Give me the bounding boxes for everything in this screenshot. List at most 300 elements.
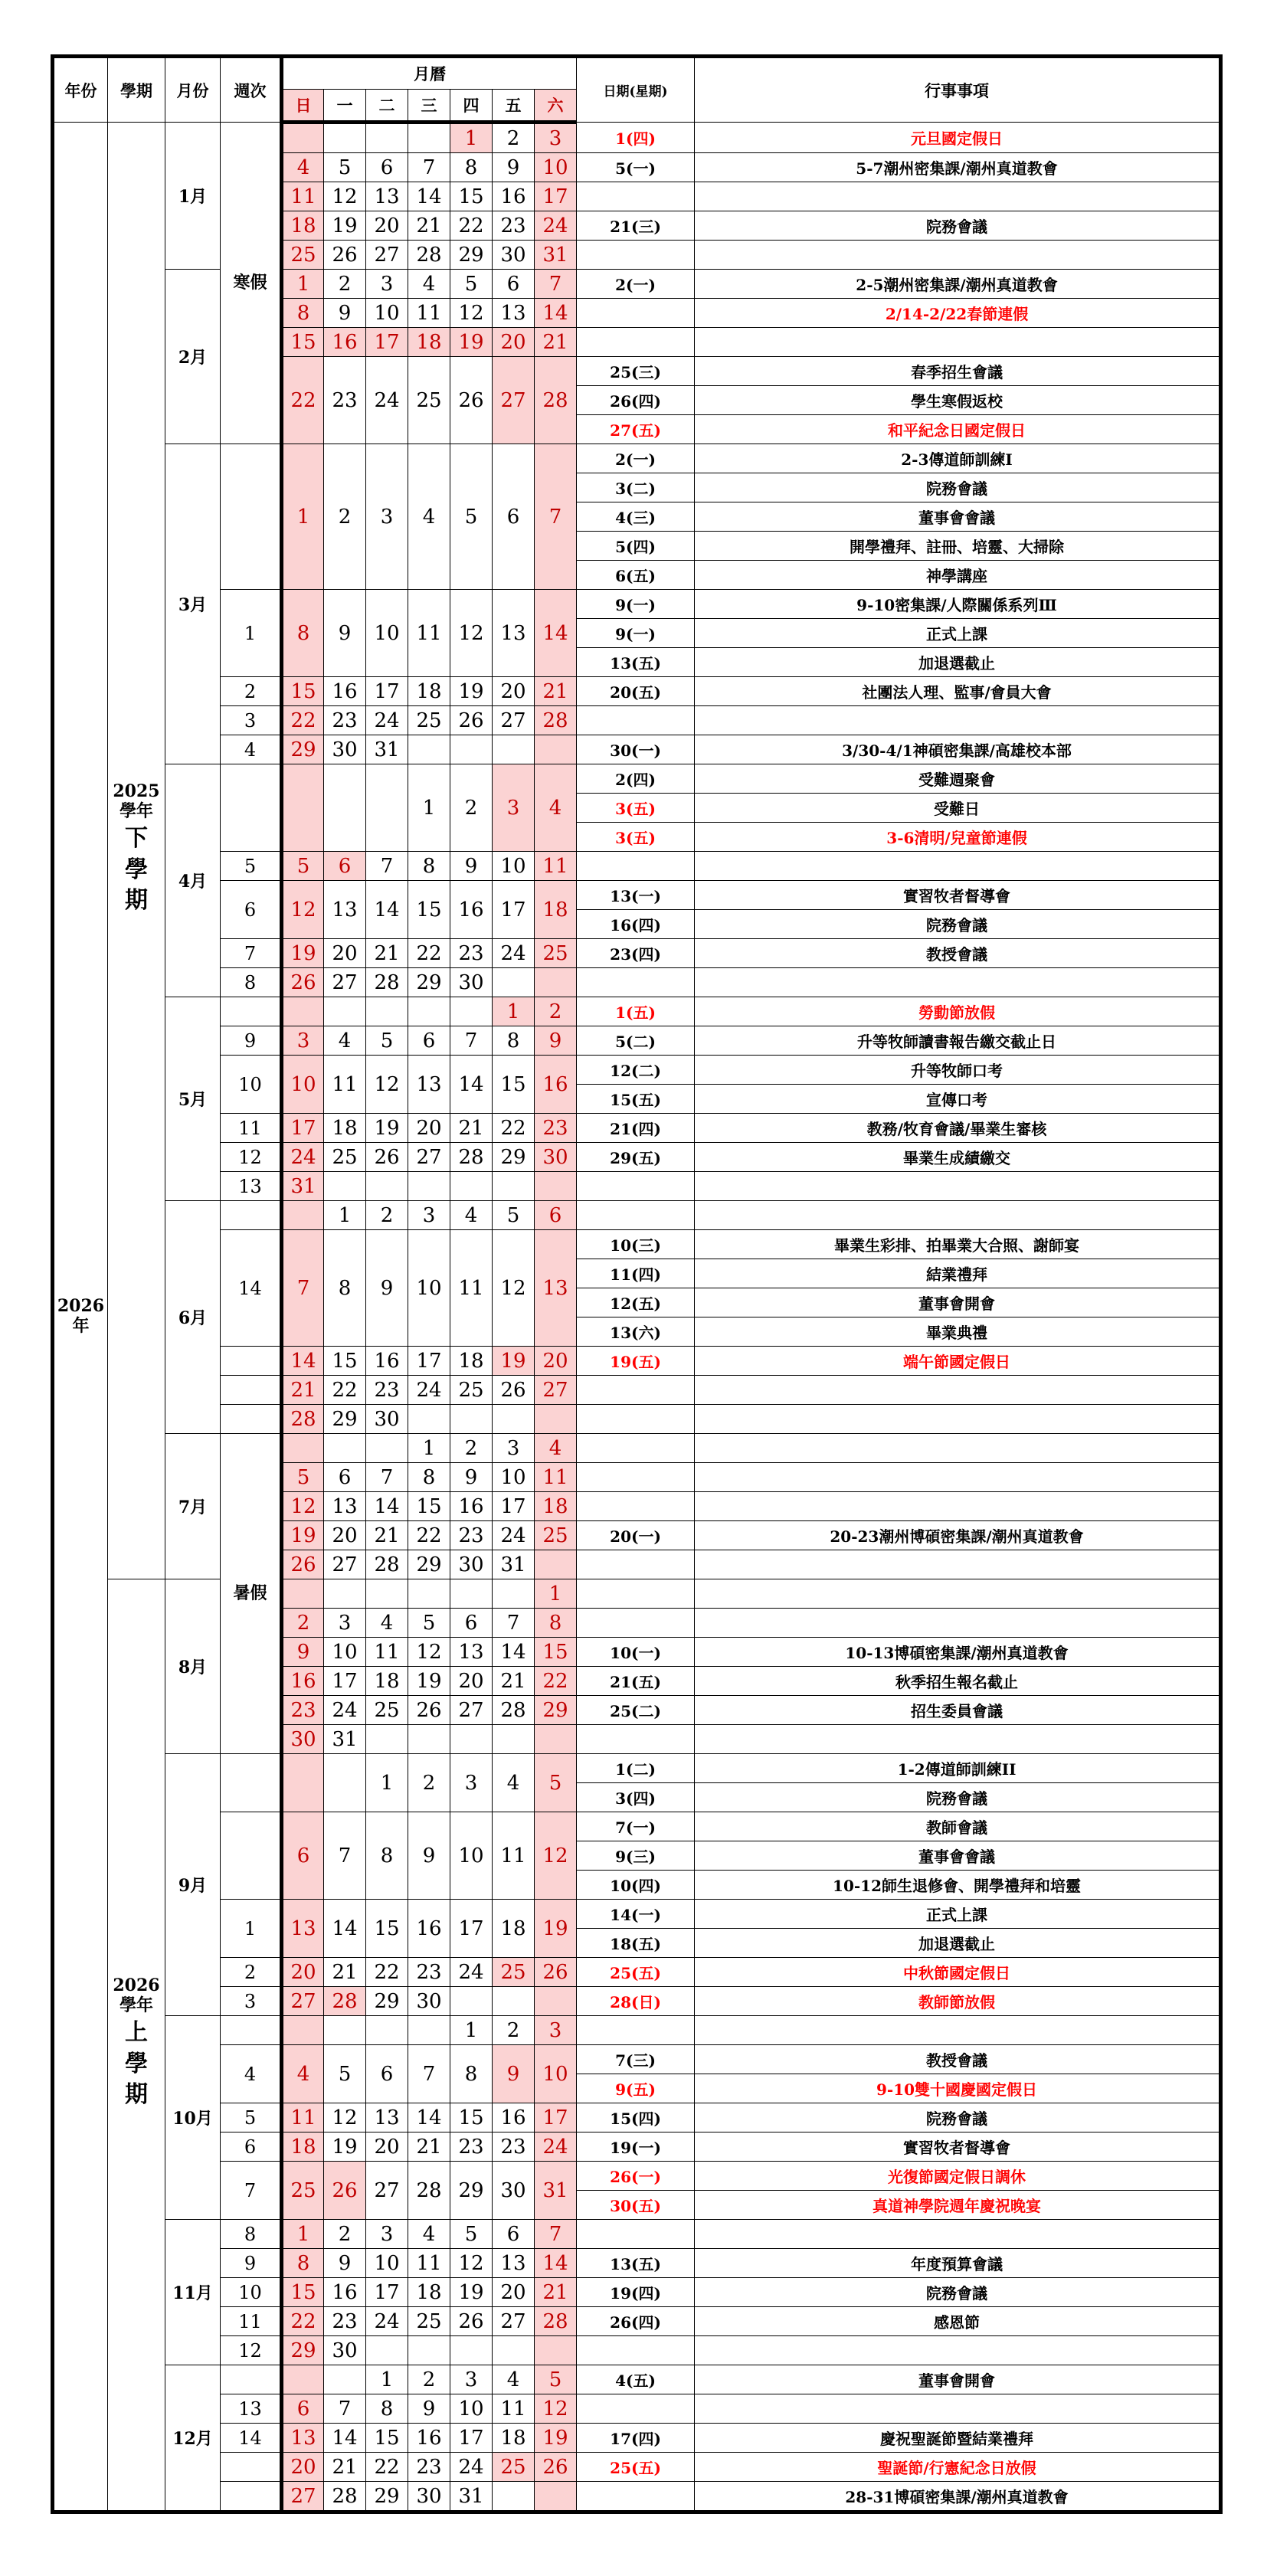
calendar-day: 1 — [282, 270, 324, 299]
calendar-day: 30 — [493, 241, 535, 270]
event-text: 10-12師生退修會、開學禮拜和培靈 — [695, 1871, 1221, 1900]
calendar-day: 3 — [324, 1609, 366, 1638]
calendar-day: 6 — [493, 270, 535, 299]
event-text: 正式上課 — [695, 619, 1221, 648]
event-text: 升等牧師口考 — [695, 1056, 1221, 1085]
calendar-day: 23 — [493, 211, 535, 241]
event-date: 9(三) — [577, 1841, 695, 1871]
table-row — [53, 2249, 1221, 2278]
event-date: 19(五) — [577, 1347, 695, 1376]
calendar-day: 11 — [366, 1638, 408, 1667]
calendar-day: 5 — [450, 2220, 493, 2249]
calendar-day: 17 — [324, 1667, 366, 1696]
calendar-day: 21 — [493, 1667, 535, 1696]
event-date: 26(四) — [577, 2307, 695, 2336]
calendar-day: 22 — [324, 1376, 366, 1405]
event-text: 正式上課 — [695, 1900, 1221, 1929]
calendar-day: 5 — [450, 444, 493, 590]
table-row — [53, 852, 1221, 881]
calendar-day — [493, 1172, 535, 1201]
calendar-day: 20 — [535, 1347, 577, 1376]
event-text: 春季招生會議 — [695, 357, 1221, 386]
calendar-day — [535, 1725, 577, 1754]
calendar-day: 26 — [282, 1550, 324, 1579]
calendar-day: 20 — [493, 328, 535, 357]
calendar-day: 3 — [366, 270, 408, 299]
month-label: 1月 — [165, 123, 221, 270]
event-text: 慶祝聖誕節暨結業禮拜 — [695, 2424, 1221, 2453]
calendar-day: 19 — [282, 939, 324, 968]
calendar-day: 18 — [282, 211, 324, 241]
calendar-day: 28 — [366, 968, 408, 997]
calendar-day: 2 — [450, 1434, 493, 1463]
calendar-day: 27 — [324, 1550, 366, 1579]
calendar-day: 1 — [493, 997, 535, 1026]
calendar-day: 24 — [493, 939, 535, 968]
event-text: 實習牧者督導會 — [695, 881, 1221, 910]
calendar-day: 19 — [450, 2278, 493, 2307]
calendar-day: 28 — [535, 357, 577, 444]
event-date: 23(四) — [577, 939, 695, 968]
calendar-day: 1 — [366, 2365, 408, 2394]
event-date: 20(五) — [577, 677, 695, 706]
calendar-day: 21 — [450, 1114, 493, 1143]
table-row — [53, 939, 1221, 968]
week-number — [221, 1754, 282, 1812]
academic-calendar-table — [51, 54, 1223, 2514]
event-date: 1(五) — [577, 997, 695, 1026]
table-row — [53, 1405, 1221, 1434]
calendar-day: 8 — [324, 1230, 366, 1347]
event-date: 4(三) — [577, 502, 695, 532]
calendar-day: 31 — [493, 1550, 535, 1579]
week-number — [221, 1201, 282, 1230]
event-text: 9-10密集課/人際關係系列Ⅲ — [695, 590, 1221, 619]
event-text: 端午節國定假日 — [695, 1347, 1221, 1376]
calendar-day: 28 — [450, 1143, 493, 1172]
calendar-day — [450, 2336, 493, 2365]
table-row — [53, 1143, 1221, 1172]
calendar-day: 12 — [535, 1812, 577, 1900]
calendar-day: 22 — [282, 2307, 324, 2336]
label-line: 2025 — [113, 781, 160, 802]
calendar-day: 7 — [408, 2045, 450, 2103]
event-text — [695, 1550, 1221, 1579]
calendar-day: 14 — [366, 881, 408, 939]
calendar-day: 3 — [535, 2016, 577, 2045]
table-row — [53, 1056, 1221, 1085]
week-number: 11 — [221, 2307, 282, 2336]
calendar-day: 13 — [324, 1492, 366, 1521]
week-number: 3 — [221, 1987, 282, 2016]
week-number: 12 — [221, 2336, 282, 2365]
calendar-day — [282, 1201, 324, 1230]
calendar-day — [324, 1172, 366, 1201]
calendar-day — [493, 2336, 535, 2365]
calendar-day: 8 — [282, 2249, 324, 2278]
calendar-day: 21 — [408, 2132, 450, 2162]
calendar-day: 21 — [408, 211, 450, 241]
calendar-day: 9 — [408, 2394, 450, 2424]
calendar-day: 19 — [493, 1347, 535, 1376]
calendar-day: 5 — [535, 2365, 577, 2394]
table-row — [53, 123, 1221, 153]
calendar-day: 17 — [493, 881, 535, 939]
calendar-day: 1 — [408, 1434, 450, 1463]
calendar-day: 7 — [493, 1609, 535, 1638]
calendar-day: 30 — [450, 1550, 493, 1579]
calendar-day — [535, 735, 577, 764]
calendar-day: 23 — [493, 2132, 535, 2162]
event-date: 16(四) — [577, 910, 695, 939]
calendar-day — [282, 2016, 324, 2045]
calendar-day: 8 — [408, 1463, 450, 1492]
semester-cell — [108, 123, 165, 1579]
calendar-day: 15 — [282, 328, 324, 357]
calendar-day: 12 — [366, 1056, 408, 1114]
event-text: 畢業生成績繳交 — [695, 1143, 1221, 1172]
event-date: 12(二) — [577, 1056, 695, 1085]
calendar-day: 21 — [535, 328, 577, 357]
label-line: 上 — [125, 2019, 148, 2047]
calendar-day: 2 — [366, 1201, 408, 1230]
event-date: 25(五) — [577, 2453, 695, 2482]
calendar-day: 21 — [282, 1376, 324, 1405]
calendar-day: 14 — [282, 1347, 324, 1376]
event-date — [577, 852, 695, 881]
event-text: 和平紀念日國定假日 — [695, 415, 1221, 444]
event-text: 宣傳口考 — [695, 1085, 1221, 1114]
calendar-day: 3 — [450, 1754, 493, 1812]
label-line: 期 — [125, 887, 148, 915]
calendar-day: 14 — [366, 1492, 408, 1521]
calendar-day: 6 — [324, 852, 366, 881]
event-text — [695, 1579, 1221, 1609]
month-label: 12月 — [165, 2365, 221, 2512]
calendar-day: 5 — [408, 1609, 450, 1638]
event-text: 2/14-2/22春節連假 — [695, 299, 1221, 328]
calendar-day: 20 — [282, 1958, 324, 1987]
calendar-day: 12 — [282, 881, 324, 939]
calendar-day: 11 — [324, 1056, 366, 1114]
label-line: 學 — [125, 856, 148, 883]
calendar-day: 8 — [535, 1609, 577, 1638]
calendar-day — [535, 1987, 577, 2016]
calendar-day: 8 — [450, 153, 493, 182]
calendar-day: 12 — [535, 2394, 577, 2424]
calendar-day: 28 — [282, 1405, 324, 1434]
week-number — [221, 2482, 282, 2512]
event-text — [695, 1434, 1221, 1463]
calendar-day: 24 — [366, 2307, 408, 2336]
event-date — [577, 182, 695, 211]
calendar-day: 19 — [450, 677, 493, 706]
calendar-day: 16 — [324, 677, 366, 706]
event-text — [695, 1725, 1221, 1754]
calendar-day: 14 — [493, 1638, 535, 1667]
calendar-day: 14 — [450, 1056, 493, 1114]
calendar-day: 21 — [535, 2278, 577, 2307]
calendar-day: 1 — [450, 123, 493, 153]
calendar-day: 1 — [450, 2016, 493, 2045]
event-date — [577, 1376, 695, 1405]
week-number: 14 — [221, 2424, 282, 2453]
calendar-day: 9 — [450, 852, 493, 881]
event-date: 7(一) — [577, 1812, 695, 1841]
table-header — [53, 57, 1221, 123]
calendar-day: 14 — [324, 1900, 366, 1958]
calendar-day: 7 — [366, 1463, 408, 1492]
event-text: 董事會開會 — [695, 2365, 1221, 2394]
calendar-day: 18 — [282, 2132, 324, 2162]
calendar-day: 22 — [366, 2453, 408, 2482]
calendar-day: 25 — [535, 1521, 577, 1550]
month-label: 4月 — [165, 764, 221, 997]
event-date — [577, 299, 695, 328]
calendar-day: 31 — [535, 241, 577, 270]
calendar-day: 15 — [282, 2278, 324, 2307]
week-number — [221, 2453, 282, 2482]
week-number: 2 — [221, 1958, 282, 1987]
calendar-day: 8 — [282, 590, 324, 677]
calendar-day — [282, 123, 324, 153]
event-text: 院務會議 — [695, 211, 1221, 241]
month-label: 3月 — [165, 444, 221, 764]
calendar-day: 29 — [366, 2482, 408, 2512]
calendar-day: 22 — [450, 211, 493, 241]
calendar-day: 20 — [366, 2132, 408, 2162]
calendar-day — [493, 968, 535, 997]
table-row — [53, 590, 1221, 619]
week-number: 8 — [221, 2220, 282, 2249]
calendar-day: 4 — [535, 1434, 577, 1463]
calendar-day: 16 — [450, 881, 493, 939]
calendar-day: 4 — [408, 270, 450, 299]
calendar-day: 24 — [493, 1521, 535, 1550]
calendar-day: 27 — [535, 1376, 577, 1405]
event-text: 年度預算會議 — [695, 2249, 1221, 2278]
event-text: 10-13博碩密集課/潮州真道教會 — [695, 1638, 1221, 1667]
calendar-day: 5 — [282, 1463, 324, 1492]
event-date — [577, 1172, 695, 1201]
calendar-day: 8 — [366, 1812, 408, 1900]
calendar-day: 9 — [493, 2045, 535, 2103]
calendar-day: 9 — [324, 2249, 366, 2278]
event-text: 社團法人理、監事/會員大會 — [695, 677, 1221, 706]
calendar-day: 4 — [493, 1754, 535, 1812]
event-text: 董事會會議 — [695, 1841, 1221, 1871]
event-date: 15(五) — [577, 1085, 695, 1114]
weekday-wed: 三 — [408, 90, 450, 123]
calendar-day: 23 — [450, 1521, 493, 1550]
calendar-day: 1 — [535, 1579, 577, 1609]
label-line: 2026 — [113, 1975, 160, 1996]
calendar-day: 3 — [493, 1434, 535, 1463]
weekday-fri: 五 — [493, 90, 535, 123]
calendar-day: 20 — [366, 211, 408, 241]
calendar-day: 19 — [450, 328, 493, 357]
calendar-day: 6 — [366, 153, 408, 182]
calendar-day — [324, 997, 366, 1026]
month-label: 11月 — [165, 2220, 221, 2365]
event-text: 董事會開會 — [695, 1288, 1221, 1317]
calendar-day: 20 — [493, 2278, 535, 2307]
calendar-day: 29 — [450, 2162, 493, 2220]
calendar-day: 26 — [408, 1696, 450, 1725]
event-text: 20-23潮州博碩密集課/潮州真道教會 — [695, 1521, 1221, 1550]
event-date: 25(二) — [577, 1696, 695, 1725]
calendar-day: 21 — [324, 1958, 366, 1987]
month-label: 9月 — [165, 1754, 221, 2016]
event-text — [695, 1492, 1221, 1521]
event-text: 2-3傳道師訓練Ⅰ — [695, 444, 1221, 473]
calendar-day: 27 — [493, 706, 535, 735]
calendar-day: 17 — [535, 2103, 577, 2132]
week-number: 7 — [221, 2162, 282, 2220]
event-date: 19(一) — [577, 2132, 695, 2162]
calendar-day: 12 — [450, 299, 493, 328]
calendar-day: 20 — [282, 2453, 324, 2482]
calendar-day — [408, 1172, 450, 1201]
event-date: 26(四) — [577, 386, 695, 415]
week-number: 2 — [221, 677, 282, 706]
calendar-day: 11 — [282, 182, 324, 211]
calendar-day: 15 — [366, 1900, 408, 1958]
table-row — [53, 735, 1221, 764]
table-row — [53, 1347, 1221, 1376]
week-number — [221, 1405, 282, 1434]
calendar-day: 2 — [324, 444, 366, 590]
calendar-day — [366, 2016, 408, 2045]
event-date — [577, 1405, 695, 1434]
event-text — [695, 328, 1221, 357]
week-number: 7 — [221, 939, 282, 968]
calendar-day: 16 — [493, 182, 535, 211]
event-text: 學生寒假返校 — [695, 386, 1221, 415]
event-date: 18(五) — [577, 1929, 695, 1958]
calendar-day: 14 — [535, 299, 577, 328]
calendar-day: 21 — [366, 939, 408, 968]
calendar-day: 21 — [366, 1521, 408, 1550]
event-date — [577, 706, 695, 735]
table-row — [53, 677, 1221, 706]
table-row — [53, 1026, 1221, 1056]
event-date: 4(五) — [577, 2365, 695, 2394]
calendar-day — [282, 764, 324, 852]
calendar-day: 31 — [366, 735, 408, 764]
calendar-day: 13 — [408, 1056, 450, 1114]
calendar-day: 26 — [366, 1143, 408, 1172]
calendar-day — [324, 1579, 366, 1609]
calendar-day — [450, 1579, 493, 1609]
calendar-day: 31 — [282, 1172, 324, 1201]
header-date: 日期(星期) — [577, 57, 695, 123]
calendar-day: 25 — [408, 2307, 450, 2336]
event-text: 3-6清明/兒童節連假 — [695, 823, 1221, 852]
calendar-day: 26 — [535, 2453, 577, 2482]
calendar-day: 30 — [366, 1405, 408, 1434]
month-label: 6月 — [165, 1201, 221, 1434]
calendar-day: 14 — [324, 2424, 366, 2453]
calendar-day — [408, 1405, 450, 1434]
table-row — [53, 2424, 1221, 2453]
month-label: 7月 — [165, 1434, 221, 1579]
event-date: 20(一) — [577, 1521, 695, 1550]
calendar-day: 4 — [493, 2365, 535, 2394]
event-date: 21(四) — [577, 1114, 695, 1143]
calendar-day: 31 — [450, 2482, 493, 2512]
event-text: 畢業生彩排、拍畢業大合照、謝師宴 — [695, 1230, 1221, 1259]
calendar-day: 13 — [450, 1638, 493, 1667]
calendar-day — [408, 997, 450, 1026]
calendar-day: 27 — [450, 1696, 493, 1725]
calendar-day — [366, 2336, 408, 2365]
table-row — [53, 1958, 1221, 1987]
calendar-day: 13 — [493, 590, 535, 677]
calendar-day: 6 — [493, 2220, 535, 2249]
calendar-day — [282, 2365, 324, 2394]
calendar-day — [535, 1405, 577, 1434]
calendar-day: 18 — [324, 1114, 366, 1143]
calendar-day: 12 — [324, 182, 366, 211]
calendar-day: 28 — [324, 1987, 366, 2016]
event-text: 秋季招生報名截止 — [695, 1667, 1221, 1696]
calendar-day — [493, 1405, 535, 1434]
week-number — [221, 764, 282, 852]
calendar-day: 7 — [282, 1230, 324, 1347]
calendar-day: 25 — [408, 357, 450, 444]
event-text — [695, 1609, 1221, 1638]
calendar-day: 24 — [535, 211, 577, 241]
table-row — [53, 2016, 1221, 2045]
calendar-day: 18 — [450, 1347, 493, 1376]
calendar-day: 10 — [282, 1056, 324, 1114]
event-text: 9-10雙十國慶國定假日 — [695, 2074, 1221, 2103]
event-date: 17(四) — [577, 2424, 695, 2453]
calendar-day — [324, 764, 366, 852]
event-date: 15(四) — [577, 2103, 695, 2132]
calendar-day: 13 — [366, 2103, 408, 2132]
event-date — [577, 1725, 695, 1754]
calendar-day: 22 — [408, 1521, 450, 1550]
event-text: 3/30-4/1神碩密集課/高雄校本部 — [695, 735, 1221, 764]
calendar-day: 8 — [450, 2045, 493, 2103]
table-row — [53, 1812, 1221, 1841]
calendar-day: 13 — [493, 299, 535, 328]
calendar-day: 8 — [366, 2394, 408, 2424]
calendar-day: 7 — [324, 1812, 366, 1900]
weekday-mon: 一 — [324, 90, 366, 123]
calendar-day: 24 — [282, 1143, 324, 1172]
event-text — [695, 1172, 1221, 1201]
calendar-day: 26 — [282, 968, 324, 997]
calendar-day: 23 — [324, 2307, 366, 2336]
calendar-day: 30 — [324, 2336, 366, 2365]
table-row — [53, 1900, 1221, 1929]
event-date: 6(五) — [577, 561, 695, 590]
event-text: 教務/牧育會議/畢業生審核 — [695, 1114, 1221, 1143]
event-text — [695, 706, 1221, 735]
week-number — [221, 444, 282, 590]
calendar-day: 27 — [282, 1987, 324, 2016]
calendar-day: 9 — [366, 1230, 408, 1347]
calendar-day: 6 — [324, 1463, 366, 1492]
calendar-day: 26 — [324, 241, 366, 270]
calendar-day: 11 — [535, 852, 577, 881]
event-text: 加退選截止 — [695, 1929, 1221, 1958]
calendar-day: 16 — [324, 2278, 366, 2307]
event-text — [695, 1463, 1221, 1492]
